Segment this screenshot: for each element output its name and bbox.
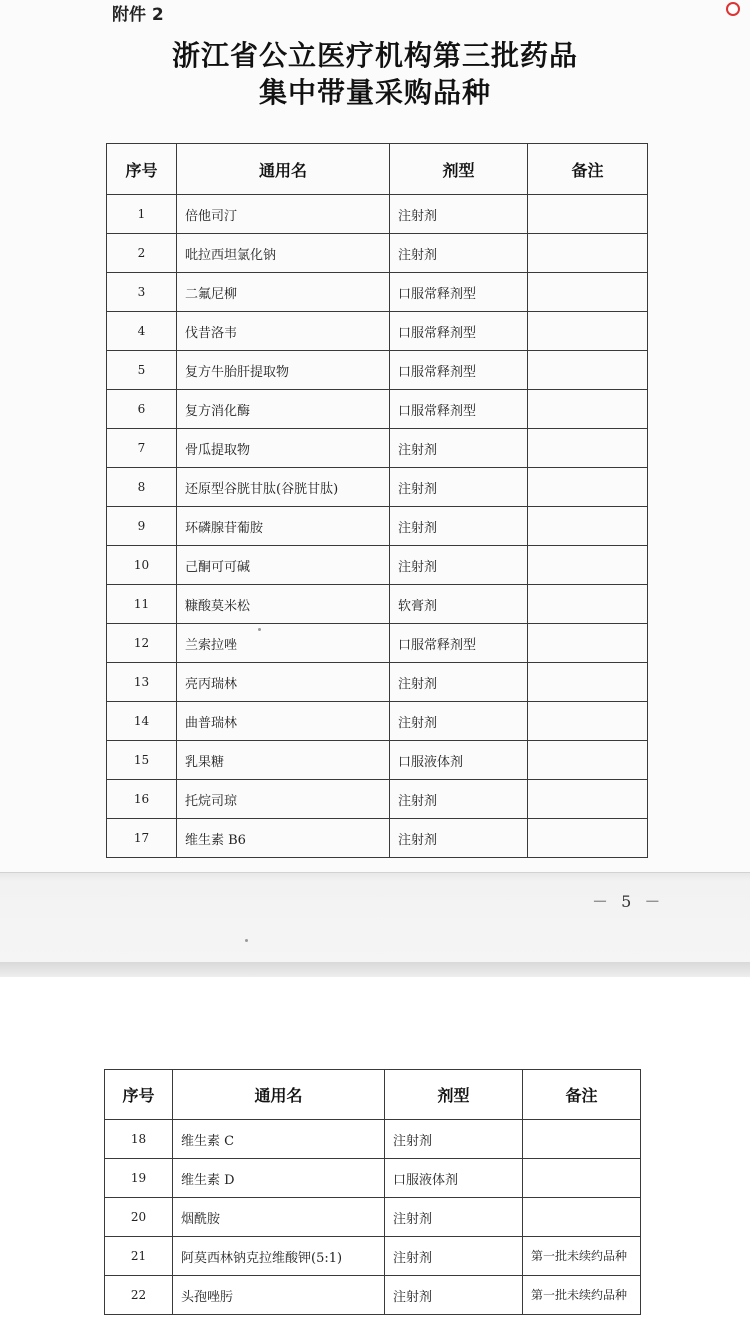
drug-name-cell: 吡拉西坦氯化钠 — [177, 234, 390, 273]
row-number-cell: 17 — [107, 819, 177, 858]
row-number-cell: 21 — [105, 1237, 173, 1276]
row-number-cell: 6 — [107, 390, 177, 429]
row-number-cell: 14 — [107, 702, 177, 741]
drug-name-cell: 糠酸莫米松 — [177, 585, 390, 624]
scan-speck — [258, 628, 261, 631]
dosage-form-cell: 注射剂 — [390, 702, 528, 741]
remark-cell — [528, 546, 648, 585]
drug-name-cell: 复方消化酶 — [177, 390, 390, 429]
drug-name-cell: 维生素 C — [173, 1120, 385, 1159]
remark-cell — [528, 390, 648, 429]
dosage-form-cell: 注射剂 — [385, 1237, 523, 1276]
table-row — [107, 741, 648, 780]
drug-name-cell: 己酮可可碱 — [177, 546, 390, 585]
remark-cell — [528, 507, 648, 546]
dosage-form-cell: 注射剂 — [390, 429, 528, 468]
remark-cell — [528, 351, 648, 390]
remark-cell — [528, 741, 648, 780]
notification-icon — [726, 2, 740, 16]
remark-cell — [523, 1159, 641, 1198]
dosage-form-cell: 注射剂 — [390, 468, 528, 507]
remark-cell — [528, 195, 648, 234]
table-row — [107, 819, 648, 858]
row-number-cell: 22 — [105, 1276, 173, 1315]
table-row — [107, 234, 648, 273]
table-row — [107, 312, 648, 351]
scan-speck — [245, 939, 248, 942]
drug-name-cell: 维生素 D — [173, 1159, 385, 1198]
document-title-line-1: 浙江省公立医疗机构第三批药品 — [171, 39, 578, 72]
row-number-cell: 8 — [107, 468, 177, 507]
table-row — [107, 273, 648, 312]
dosage-form-cell: 注射剂 — [390, 195, 528, 234]
column-header-note: 备注 — [528, 144, 648, 195]
table-row — [105, 1198, 641, 1237]
drug-name-cell: 复方牛胎肝提取物 — [177, 351, 390, 390]
dosage-form-cell: 注射剂 — [385, 1198, 523, 1237]
column-header-note: 备注 — [523, 1070, 641, 1120]
remark-cell — [528, 468, 648, 507]
dosage-form-cell: 注射剂 — [390, 507, 528, 546]
row-number-cell: 19 — [105, 1159, 173, 1198]
dosage-form-cell: 口服液体剂 — [390, 741, 528, 780]
remark-cell — [528, 585, 648, 624]
dosage-form-cell: 注射剂 — [390, 780, 528, 819]
remark-cell — [523, 1120, 641, 1159]
dosage-form-cell: 口服常释剂型 — [390, 273, 528, 312]
table-row — [107, 585, 648, 624]
dosage-form-cell: 注射剂 — [390, 663, 528, 702]
drug-name-cell: 头孢唑肟 — [173, 1276, 385, 1315]
row-number-cell: 18 — [105, 1120, 173, 1159]
drug-name-cell: 兰索拉唑 — [177, 624, 390, 663]
table-row — [107, 390, 648, 429]
drug-table-part-1 — [106, 143, 648, 858]
document-title-line-2: 集中带量采购品种 — [258, 76, 491, 109]
drug-name-cell: 倍他司汀 — [177, 195, 390, 234]
drug-name-cell: 曲普瑞林 — [177, 702, 390, 741]
table-row — [107, 702, 648, 741]
row-number-cell: 7 — [107, 429, 177, 468]
row-number-cell: 20 — [105, 1198, 173, 1237]
row-number-cell: 4 — [107, 312, 177, 351]
drug-name-cell: 托烷司琼 — [177, 780, 390, 819]
table-header-row — [105, 1070, 641, 1120]
row-number-cell: 9 — [107, 507, 177, 546]
remark-cell — [528, 312, 648, 351]
page-number: － 5 － — [592, 892, 665, 911]
dosage-form-cell: 口服常释剂型 — [390, 624, 528, 663]
drug-name-cell: 骨瓜提取物 — [177, 429, 390, 468]
dosage-form-cell: 注射剂 — [390, 546, 528, 585]
remark-cell — [523, 1198, 641, 1237]
row-number-cell: 13 — [107, 663, 177, 702]
drug-table-part-2 — [104, 1069, 641, 1315]
dosage-form-cell: 口服常释剂型 — [390, 312, 528, 351]
table-row — [107, 507, 648, 546]
row-number-cell: 12 — [107, 624, 177, 663]
row-number-cell: 11 — [107, 585, 177, 624]
dosage-form-cell: 口服常释剂型 — [390, 351, 528, 390]
dosage-form-cell: 注射剂 — [385, 1276, 523, 1315]
drug-name-cell: 维生素 B6 — [177, 819, 390, 858]
table-row — [105, 1120, 641, 1159]
table-row — [107, 624, 648, 663]
remark-cell — [528, 780, 648, 819]
dosage-form-cell: 口服液体剂 — [385, 1159, 523, 1198]
column-header-no: 序号 — [107, 144, 177, 195]
row-number-cell: 3 — [107, 273, 177, 312]
dosage-form-cell: 注射剂 — [390, 819, 528, 858]
table-row — [107, 780, 648, 819]
dosage-form-cell: 注射剂 — [385, 1120, 523, 1159]
dosage-form-cell: 注射剂 — [390, 234, 528, 273]
drug-name-cell: 阿莫西林钠克拉维酸钾(5:1) — [173, 1237, 385, 1276]
row-number-cell: 15 — [107, 741, 177, 780]
drug-name-cell: 伐昔洛韦 — [177, 312, 390, 351]
drug-name-cell: 乳果糖 — [177, 741, 390, 780]
table-row — [105, 1276, 641, 1315]
drug-name-cell: 环磷腺苷葡胺 — [177, 507, 390, 546]
row-number-cell: 10 — [107, 546, 177, 585]
remark-cell: 第一批未续约品种 — [523, 1237, 641, 1276]
remark-cell — [528, 702, 648, 741]
row-number-cell: 16 — [107, 780, 177, 819]
drug-name-cell: 还原型谷胱甘肽(谷胱甘肽) — [177, 468, 390, 507]
table-row — [107, 351, 648, 390]
table-row — [105, 1237, 641, 1276]
remark-cell — [528, 819, 648, 858]
remark-cell: 第一批未续约品种 — [523, 1276, 641, 1315]
remark-cell — [528, 663, 648, 702]
drug-name-cell: 二氟尼柳 — [177, 273, 390, 312]
drug-name-cell: 亮丙瑞林 — [177, 663, 390, 702]
remark-cell — [528, 234, 648, 273]
drug-name-cell: 烟酰胺 — [173, 1198, 385, 1237]
column-header-name: 通用名 — [173, 1070, 385, 1120]
table-header-row — [107, 144, 648, 195]
column-header-name: 通用名 — [177, 144, 390, 195]
dosage-form-cell: 软膏剂 — [390, 585, 528, 624]
row-number-cell: 5 — [107, 351, 177, 390]
table-row — [107, 546, 648, 585]
row-number-cell: 2 — [107, 234, 177, 273]
row-number-cell: 1 — [107, 195, 177, 234]
table-row — [107, 663, 648, 702]
column-header-form: 剂型 — [390, 144, 528, 195]
page-separator — [0, 962, 750, 977]
dosage-form-cell: 口服常释剂型 — [390, 390, 528, 429]
page-footer-area — [0, 872, 750, 962]
remark-cell — [528, 624, 648, 663]
table-row — [107, 429, 648, 468]
column-header-form: 剂型 — [385, 1070, 523, 1120]
attachment-label: 附件 2 — [112, 5, 164, 25]
remark-cell — [528, 273, 648, 312]
table-row — [105, 1159, 641, 1198]
remark-cell — [528, 429, 648, 468]
table-row — [107, 468, 648, 507]
column-header-no: 序号 — [105, 1070, 173, 1120]
table-row — [107, 195, 648, 234]
